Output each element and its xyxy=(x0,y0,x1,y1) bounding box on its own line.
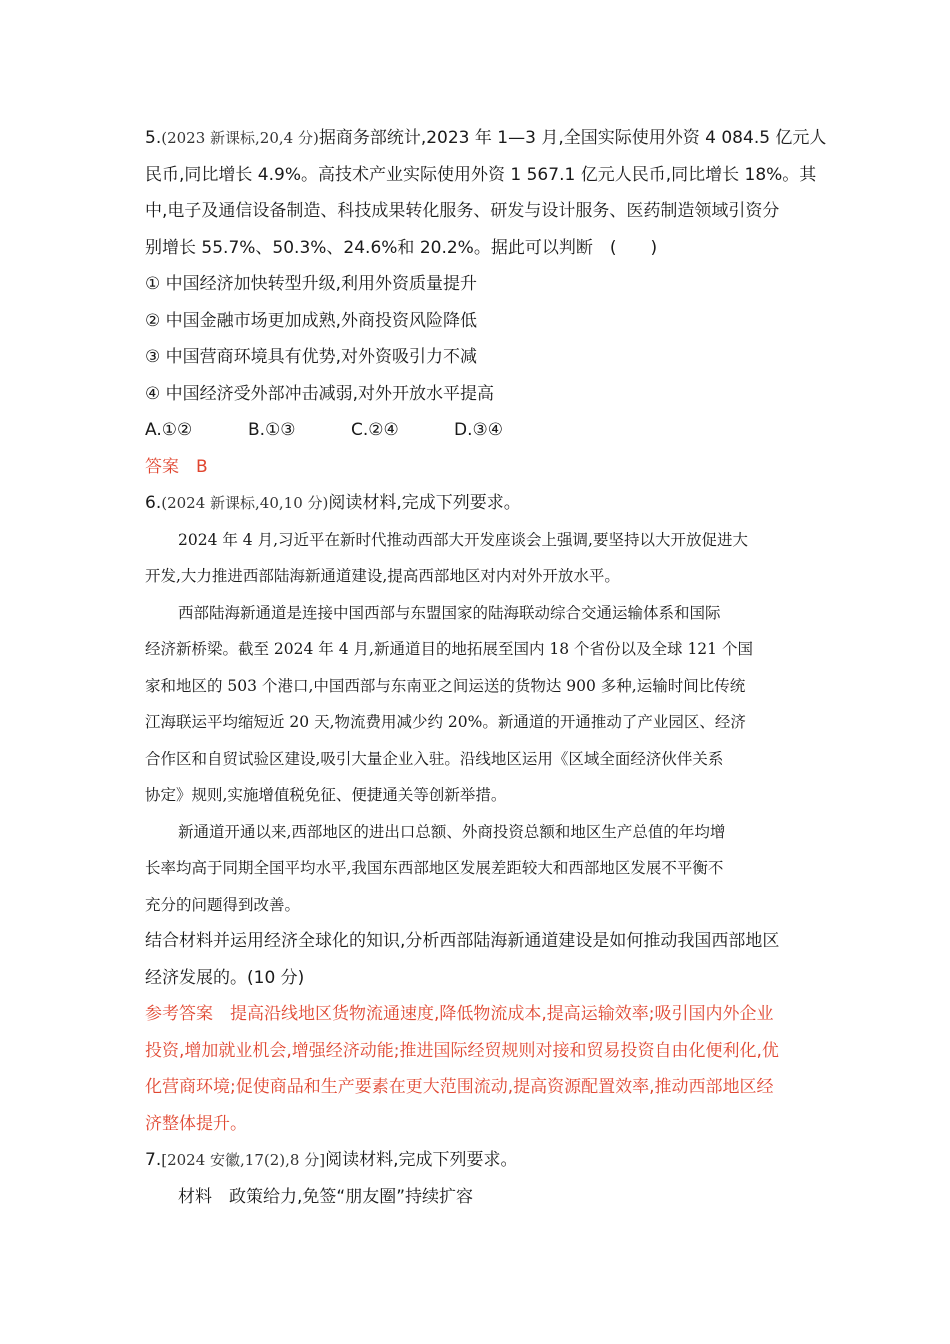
q7-material-title: 材料 政策给力,免签“朋友圈”持续扩容 xyxy=(178,1186,474,1207)
q6-material-line-1: 2024 年 4 月,习近平在新时代推动西部大开发座谈会上强调,要坚持以大开放促进大 xyxy=(178,530,748,549)
document-page xyxy=(145,120,827,1215)
q5-number: 5. xyxy=(145,128,162,148)
q5-answer: 答案 B xyxy=(145,456,208,477)
q6-header xyxy=(145,485,810,522)
q6-material-line-9: 新通道开通以来,西部地区的进出口总额、外商投资总额和地区生产总值的年均增 xyxy=(178,822,726,841)
q6-task-line-1: 结合材料并运用经济全球化的知识,分析西部陆海新通道建设是如何推动我国西部地区 xyxy=(145,931,780,951)
q6-material-line-8: 协定》规则,实施增值税免征、便捷通关等创新举措。 xyxy=(145,786,507,804)
q5-source: (2023 新课标,20,4 分) xyxy=(161,129,319,147)
q5-statement-3: ③ 中国营商环境具有优势,对外资吸引力不减 xyxy=(145,347,478,367)
q6-material-line-10: 长率均高于同期全国平均水平,我国东西部地区发展差距较大和西部地区发展不平衡不 xyxy=(145,859,724,877)
q6-answer-line-4: 济整体提升。 xyxy=(145,1113,247,1134)
q5-stem-1: 据商务部统计,2023 年 1—3 月,全国实际使用外资 4 084.5 亿元人 xyxy=(318,128,827,148)
q7-header xyxy=(145,1142,810,1179)
q5-options xyxy=(145,412,810,449)
q7-source: [2024 安徽,17(2),8 分] xyxy=(161,1151,326,1169)
q5-stem-2: 民币,同比增长 4.9%。高技术产业实际使用外资 1 567.1 亿元人民币,同比增长 18%。其 xyxy=(145,164,817,185)
q6-source: (2024 新课标,40,10 分) xyxy=(161,494,329,512)
q6-prompt: 阅读材料,完成下列要求。 xyxy=(328,493,521,513)
q7-number: 7. xyxy=(145,1150,162,1170)
q6-task-line-2: 经济发展的。(10 分) xyxy=(145,967,305,988)
q6-material-line-6: 江海联运平均缩短近 20 天,物流费用减少约 20%。新通道的开通推动了产业园区、经济 xyxy=(145,713,746,731)
q7-prompt: 阅读材料,完成下列要求。 xyxy=(325,1150,518,1170)
q5-line-1 xyxy=(145,120,827,157)
q5-stem-3: 中,电子及通信设备制造、科技成果转化服务、研发与设计服务、医药制造领域引资分 xyxy=(145,201,780,221)
q5-option-d: D.③④ xyxy=(454,420,503,440)
q6-material-line-7: 合作区和自贸试验区建设,吸引大量企业入驻。沿线地区运用《区域全面经济伙伴关系 xyxy=(145,749,724,768)
q5-statement-2: ② 中国金融市场更加成熟,外商投资风险降低 xyxy=(145,310,478,331)
q5-statement-1: ① 中国经济加快转型升级,利用外资质量提升 xyxy=(145,274,478,294)
q6-material-line-3: 西部陆海新通道是连接中国西部与东盟国家的陆海联动综合交通运输体系和国际 xyxy=(178,603,721,622)
q6-material-line-4: 经济新桥梁。截至 2024 年 4 月,新通道目的地拓展至国内 18 个省份以及全球 121 个国 xyxy=(145,640,753,658)
q5-statement-4: ④ 中国经济受外部冲击减弱,对外开放水平提高 xyxy=(145,383,495,404)
q6-answer-line-3: 化营商环境;促使商品和生产要素在更大范围流动,提高资源配置效率,推动西部地区经 xyxy=(145,1077,774,1097)
q6-material-line-11: 充分的问题得到改善。 xyxy=(145,895,301,914)
q5-option-b: B.①③ xyxy=(248,420,296,440)
q5-stem-4: 别增长 55.7%、50.3%、24.6%和 20.2%。据此可以判断 ( ) xyxy=(145,237,658,258)
q5-option-a: A.①② xyxy=(145,420,193,440)
q6-answer-line-2: 投资,增加就业机会,增强经济动能;推进国际经贸规则对接和贸易投资自由化便利化,优 xyxy=(145,1040,779,1061)
q6-material-line-2: 开发,大力推进西部陆海新通道建设,提高西部地区对内对外开放水平。 xyxy=(145,567,620,585)
q5-option-c: C.②④ xyxy=(351,420,399,440)
q6-number: 6. xyxy=(145,493,162,513)
q6-material-line-5: 家和地区的 503 个港口,中国西部与东南亚之间运送的货物达 900 多种,运输时间比传统 xyxy=(145,676,746,695)
q6-answer-line-1: 参考答案 提高沿线地区货物流通速度,降低物流成本,提高运输效率;吸引国内外企业 xyxy=(145,1004,774,1024)
